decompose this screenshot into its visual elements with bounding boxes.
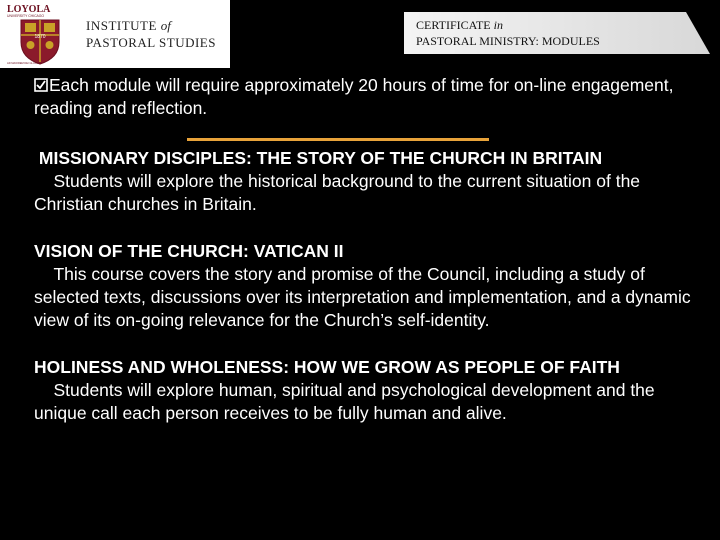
certificate-title: [416, 17, 600, 49]
intro-text: Each module will require approximately 20 hours of time for on-line engagement, reading and reflection.: [34, 75, 674, 118]
module-title: VISION OF THE CHURCH: VATICAN II: [34, 241, 344, 261]
crest-university-name: UNIVERSITY CHICAGO: [7, 14, 45, 18]
certificate-line2: PASTORAL MINISTRY: MODULES: [416, 34, 600, 48]
module-item: [34, 356, 700, 425]
module-item: [34, 240, 700, 332]
university-crest-icon: [4, 2, 76, 66]
slide-content: [34, 74, 700, 449]
institute-line1: INSTITUTE: [86, 18, 157, 33]
institute-of: of: [160, 18, 171, 33]
certificate-badge: [404, 12, 710, 54]
module-title: HOLINESS AND WHOLENESS: HOW WE GROW AS PEOPLE OF FAITH: [34, 357, 620, 377]
logo-panel: [0, 0, 230, 68]
module-description: This course covers the story and promise of the Council, including a study of selected texts, discussions over its interpretation and implementation, and a dynamic view of its on-going relevance for the Church’s self-identity.: [34, 264, 696, 330]
institute-line2: PASTORAL STUDIES: [86, 35, 216, 50]
crest-wordmark: LOYOLA: [7, 4, 51, 15]
crest-year: 1870: [34, 34, 46, 40]
institute-name: [86, 17, 216, 51]
crest-motto: AD MAIOREM DEI GLORIAM: [7, 62, 42, 65]
module-description: Students will explore human, spiritual and psychological development and the unique call each person receives to be fully human and alive.: [34, 380, 660, 423]
module-title: MISSIONARY DISCIPLES: THE STORY OF THE CHURCH IN BRITAIN: [34, 148, 603, 168]
module-description: Students will explore the historical background to the current situation of the Christian churches in Britain.: [34, 171, 645, 214]
intro-bullet: [34, 74, 700, 120]
module-item: [34, 147, 700, 216]
checkbox-bullet-icon: [34, 78, 48, 92]
certificate-in: in: [493, 18, 503, 32]
header-band: [0, 0, 720, 68]
certificate-line1: CERTIFICATE: [416, 18, 491, 32]
section-divider: [187, 138, 489, 141]
